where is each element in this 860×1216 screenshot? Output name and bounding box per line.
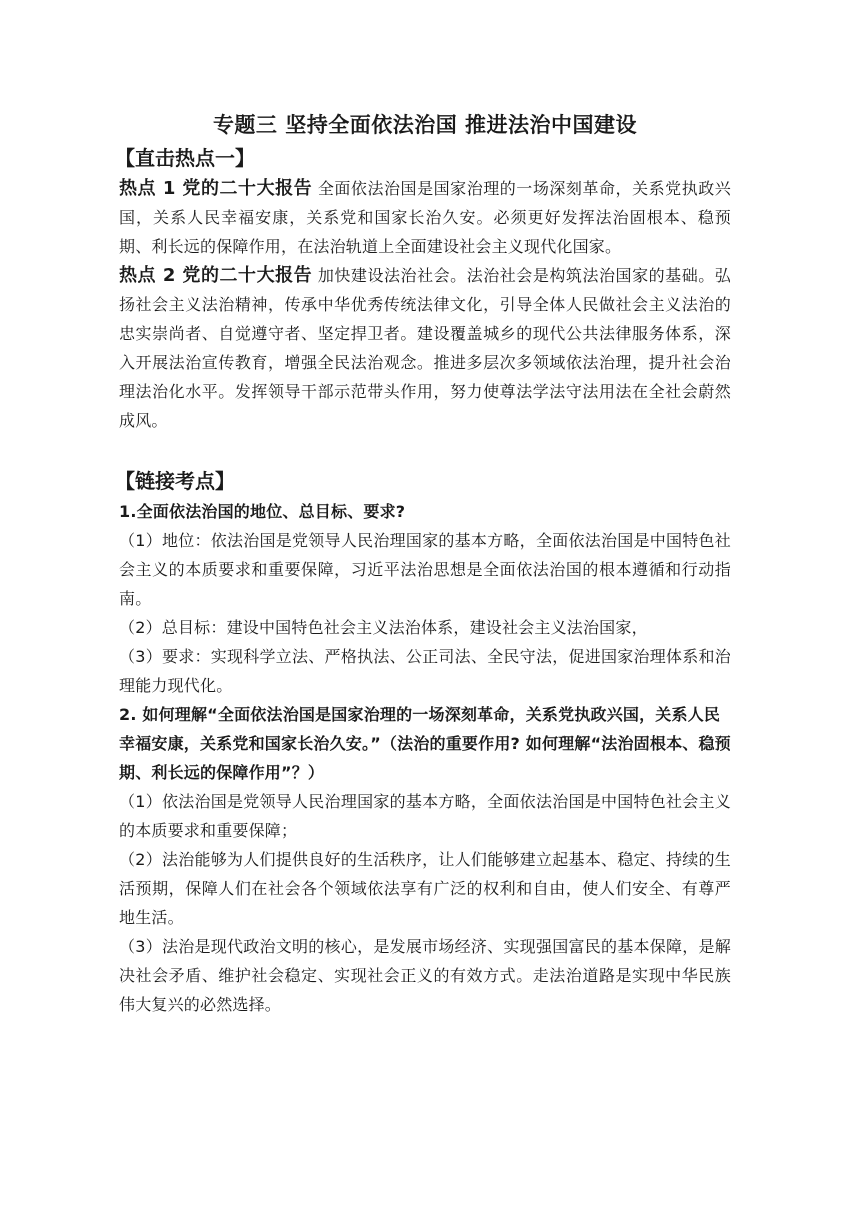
hot-point-2-label: 热点 2 党的二十大报告	[119, 265, 313, 286]
question-1: 1.全面依法治国的地位、总目标、要求?	[119, 502, 406, 521]
hot-point-2-text: 加快建设法治社会。法治社会是构筑法治国家的基础。弘扬社会主义法治精神，传承中华优秀传统法律文化，引导全体人民做社会主义法治的忠实崇尚者、自觉遵守者、坚定捍卫者。建设覆盖城乡的现代公共法律服务体系，深入开展法治宣传教育，增强全民法治观念。推进多层次多领域依法治理，提升社会治理法治化水平。发挥领导干部示范带头作用，努力使尊法学法守法用法在全社会蔚然成风。	[119, 266, 731, 430]
section-spacer	[119, 435, 731, 465]
link-section-heading: 【链接考点】	[115, 469, 235, 493]
question-1-answer-2: （2）总目标：建设中国特色社会主义法治体系，建设社会主义法治国家，	[119, 618, 648, 637]
hot-section-heading: 【直击热点一】	[115, 146, 255, 170]
hot-point-1	[119, 174, 731, 261]
question-2-answer-3: （3）法治是现代政治文明的核心，是发展市场经济、实现强国富民的基本保障，是解决社会矛盾、维护社会稳定、实现社会正义的有效方式。走法治道路是实现中华民族伟大复兴的必然选择。	[119, 937, 731, 1014]
hot-point-1-label: 热点 1 党的二十大报告	[119, 178, 313, 199]
document-page	[115, 108, 731, 1019]
document-title: 专题三 坚持全面依法治国 推进法治中国建设	[212, 113, 638, 137]
hot-point-2	[119, 261, 731, 435]
hot-point-1-text: 全面依法治国是国家治理的一场深刻革命，关系党执政兴国，关系人民幸福安康，关系党和国家长治久安。必须更好发挥法治固根本、稳预期、利长远的保障作用，在法治轨道上全面建设社会主义现代化国家。	[119, 179, 731, 256]
question-2-answer-2: （2）法治能够为人们提供良好的生活秩序，让人们能够建立起基本、稳定、持续的生活预期，保障人们在社会各个领域依法享有广泛的权利和自由，使人们安全、有尊严地生活。	[119, 850, 731, 927]
question-1-answer-3: （3）要求：实现科学立法、严格执法、公正司法、全民守法，促进国家治理体系和治理能力现代化。	[119, 647, 731, 695]
question-1-answer-1: （1）地位：依法治国是党领导人民治理国家的基本方略，全面依法治国是中国特色社会主义的本质要求和重要保障，习近平法治思想是全面依法治国的根本遵循和行动指南。	[119, 531, 731, 608]
question-2: 2. 如何理解“全面依法治国是国家治理的一场深刻革命，关系党执政兴国，关系人民幸福安康，关系党和国家长治久安。”（法治的重要作用? 如何理解“法治固根本、稳预期、利长远的保障作用”？）	[119, 705, 731, 782]
question-2-answer-1: （1）依法治国是党领导人民治理国家的基本方略，全面依法治国是中国特色社会主义的本质要求和重要保障；	[119, 792, 731, 840]
